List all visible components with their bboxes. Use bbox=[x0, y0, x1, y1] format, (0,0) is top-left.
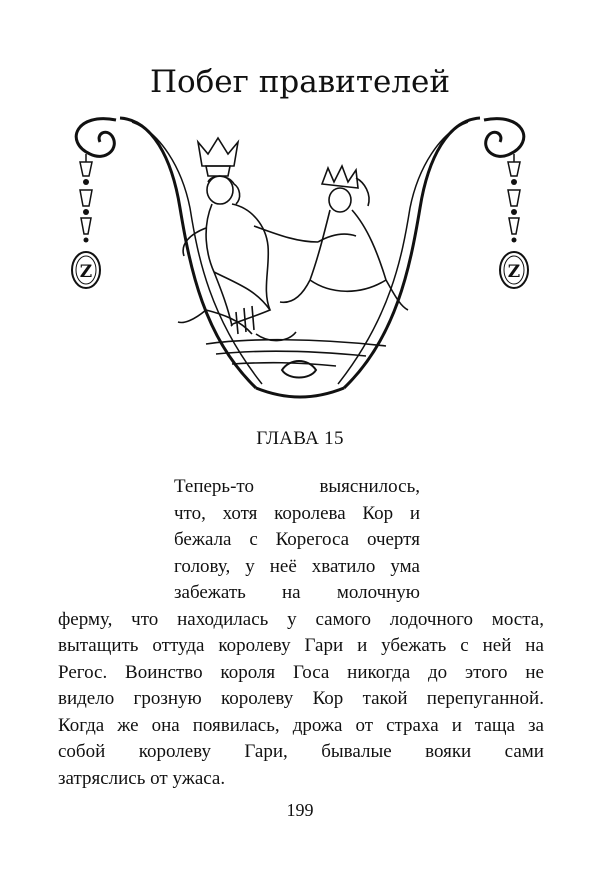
paragraph-line: вытащить оттуда королеву Гари и убежать с ней на bbox=[58, 635, 544, 656]
paragraph-line: Теперь-то выяснилось, bbox=[174, 476, 420, 497]
paragraph-line: Регос. Воинство короля Госа никогда до этого не bbox=[58, 661, 544, 683]
chapter-title: Побег правителей bbox=[149, 64, 451, 100]
left-scroll-ornament bbox=[76, 118, 256, 388]
chapter-number-label: ГЛАВА 15 bbox=[256, 428, 344, 449]
left-pendant-ornament bbox=[72, 154, 100, 288]
paragraph-line: голову, у неё хватило ума bbox=[174, 555, 420, 577]
paragraph-line: ферму, что находилась у самого лодочного моста, bbox=[58, 608, 544, 630]
paragraph-line: бежала с Корегоса очертя bbox=[174, 529, 420, 550]
left-medallion-letter: Z bbox=[79, 262, 93, 282]
paragraph-line: забежать на молочную bbox=[174, 582, 420, 603]
right-pendant-ornament bbox=[500, 154, 528, 288]
chapter-paragraph bbox=[58, 474, 544, 792]
chapter-headpiece-illustration bbox=[56, 58, 544, 400]
page-number: 199 bbox=[286, 800, 314, 820]
paragraph-line: видело грозную королеву Кор такой перепуганной. bbox=[58, 688, 544, 709]
paragraph-line: Когда же она появилась, дрожа от страха и таща за bbox=[58, 714, 544, 736]
right-scroll-ornament bbox=[344, 118, 524, 388]
paragraph-last-line: затряслись от ужаса. bbox=[58, 767, 226, 789]
paragraph-line: что, хотя королева Кор и bbox=[174, 502, 420, 524]
right-medallion-letter: Z bbox=[507, 262, 521, 282]
fleeing-queens-drawing bbox=[178, 138, 408, 366]
paragraph-line: собой королеву Гари, бывалые вояки сами bbox=[58, 741, 544, 762]
